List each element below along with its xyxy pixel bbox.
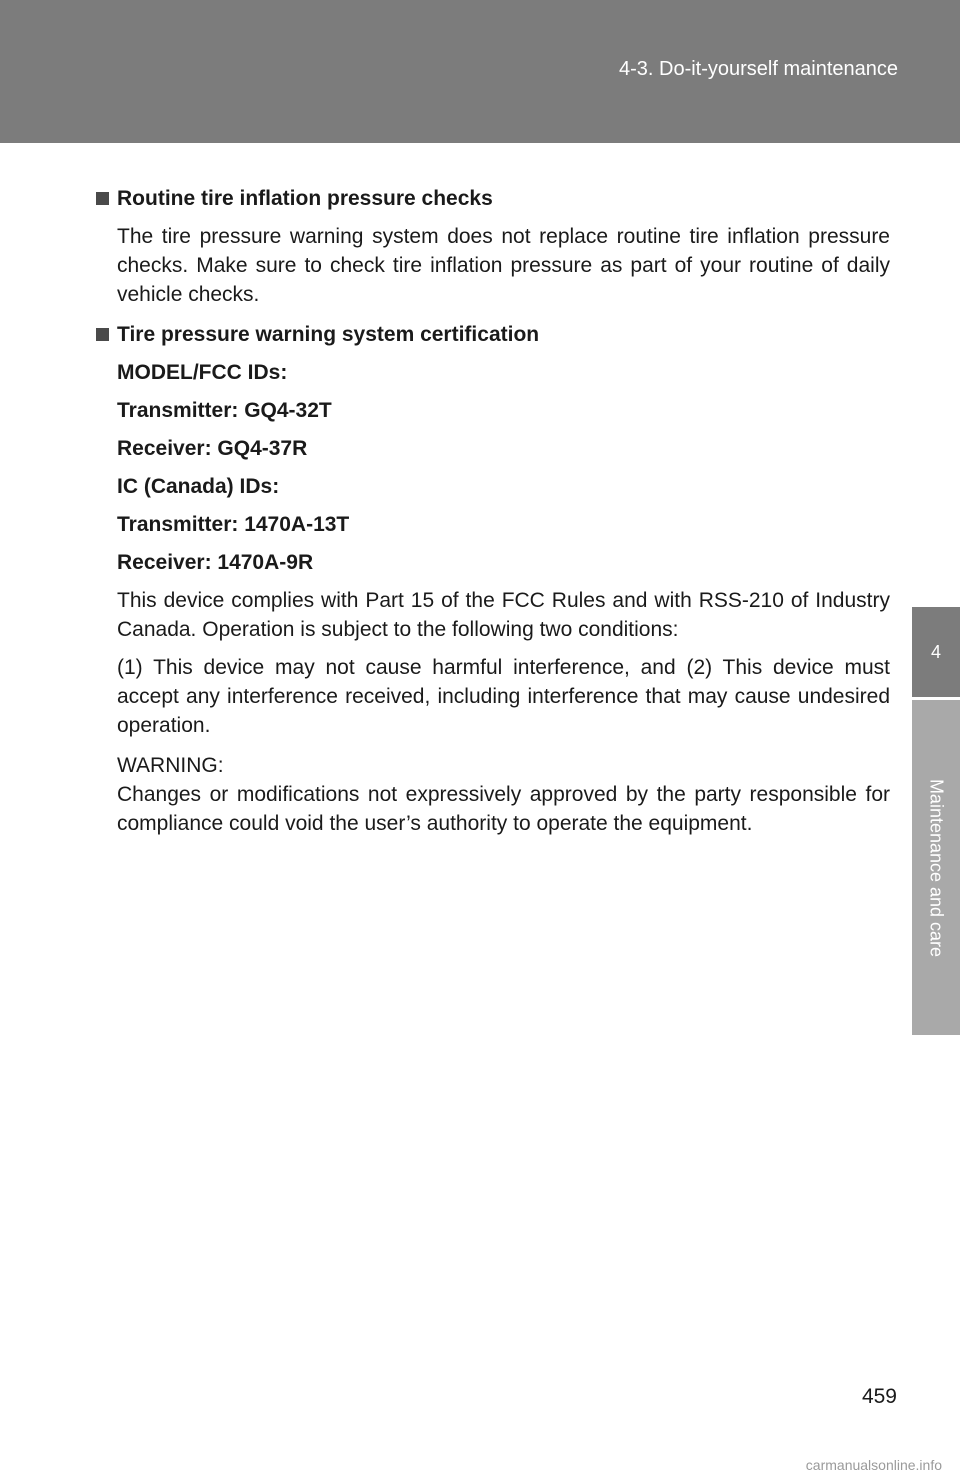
warning-label: WARNING: [117,754,224,777]
page-number: 459 [861,1385,897,1408]
chapter-tab-label: Maintenance and care [926,778,947,957]
compliance-paragraph: This device complies with Part 15 of the FCC Rules and with RSS-210 of Industry Canada. Operation is subject to the following two conditions: [117,589,890,641]
heading-text: Tire pressure warning system certification [117,323,540,346]
id-line: MODEL/FCC IDs: [117,361,288,384]
page-content [96,184,890,847]
chapter-tab-number: 4 [912,607,960,697]
conditions-paragraph: (1) This device may not cause harmful interference, and (2) This device must accept any interference received, including interference that may cause undesired operation. [117,656,890,737]
section-heading-certification [96,320,890,349]
section-heading-routine-checks [96,184,890,213]
square-bullet-icon [96,328,109,341]
routine-checks-paragraph: The tire pressure warning system does not replace routine tire inflation pressure checks. Make sure to check tire inflation pressure as part of your routine of daily vehicle checks. [117,225,890,306]
id-line: Transmitter: 1470A-13T [117,513,350,536]
section-title: 4-3. Do-it-yourself maintenance [618,58,898,80]
heading-text: Routine tire inflation pressure checks [117,187,493,210]
chapter-tab [912,700,960,1035]
watermark-text: carmanualsonline.info [805,1457,942,1473]
warning-text: Changes or modifications not expressively approved by the party responsible for compliance could void the user’s authority to operate the equipment. [117,783,890,835]
square-bullet-icon [96,192,109,205]
warning-block [96,751,890,838]
id-line: IC (Canada) IDs: [117,475,280,498]
id-line: Receiver: 1470A-9R [117,551,314,574]
id-line: Receiver: GQ4-37R [117,437,308,460]
page-header [0,0,960,143]
id-line: Transmitter: GQ4-32T [117,399,332,422]
